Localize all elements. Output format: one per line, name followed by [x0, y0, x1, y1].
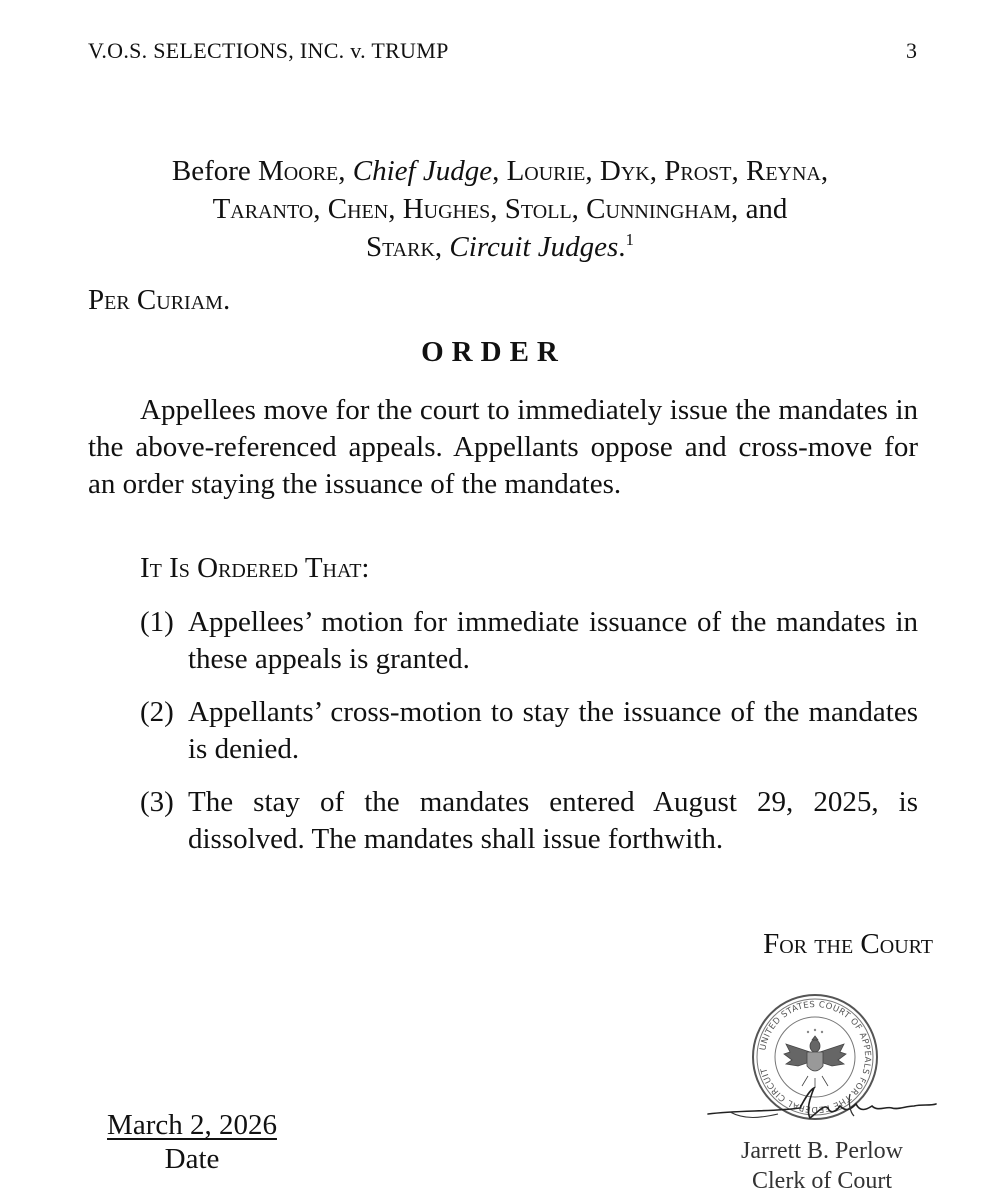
circuit-judges-title: Circuit Judges	[449, 231, 619, 263]
footnote-marker: 1	[625, 230, 635, 249]
clerk-block	[712, 1136, 932, 1196]
item-number: (2)	[140, 696, 174, 728]
clerk-name: Jarrett B. Perlow	[741, 1138, 903, 1164]
item-text: Appellees’ motion for immediate issuance of the mandates in these appeals is granted.	[188, 606, 918, 675]
panel-judges: Before Moore, Chief Judge, Lourie, Dyk, Prost, Reyna, Taranto, Chen, Hughes, Stoll, Cunningham, and Stark, Circuit Judges.$^1$	[171, 155, 829, 263]
order-title: ORDER	[421, 336, 566, 368]
judges-line-1: Lourie, Dyk, Prost, Reyna,	[506, 155, 829, 187]
for-the-court: For the Court	[763, 928, 933, 960]
body-paragraph: Appellees move for the court to immediately issue the mandates in the above-referenced appeals. Appellants oppose and cross-move for an order staying the issuance of the mandates.	[88, 394, 918, 500]
and-word: and	[745, 193, 788, 225]
per-curiam: Per Curiam.	[88, 284, 231, 316]
judges-line-2: Taranto, Chen, Hughes, Stoll, Cunningham,	[212, 193, 739, 225]
chief-judge-name: Moore	[258, 155, 339, 187]
order-date: March 2, 2026	[107, 1109, 277, 1141]
chief-judge-title: Chief Judge	[352, 155, 493, 187]
clerk-signature	[700, 1082, 940, 1128]
it-is-ordered: It Is Ordered That:	[140, 552, 370, 584]
item-number: (1)	[140, 606, 174, 638]
running-title: V.O.S. SELECTIONS, INC. v. TRUMP	[88, 38, 449, 63]
ordered-item	[140, 784, 918, 858]
before-word: Before	[171, 155, 251, 187]
date-block	[90, 1108, 294, 1176]
page-number: 3	[906, 38, 917, 63]
item-number: (3)	[140, 786, 174, 818]
clerk-title: Clerk of Court	[752, 1168, 892, 1194]
date-label: Date	[164, 1143, 220, 1175]
ordered-item	[140, 604, 918, 678]
ordered-item	[140, 694, 918, 768]
last-judge: Stark	[365, 231, 435, 263]
svg-text:UNITED STATES COURT OF APPEALS: UNITED STATES COURT OF APPEALS FOR THE FEDERAL CIRCUIT	[758, 999, 873, 1115]
item-text: The stay of the mandates entered August 29, 2025, is dissolved. The mandates shall issue forthwith.	[188, 786, 918, 855]
item-text: Appellants’ cross-motion to stay the issuance of the mandates is denied.	[188, 696, 918, 765]
